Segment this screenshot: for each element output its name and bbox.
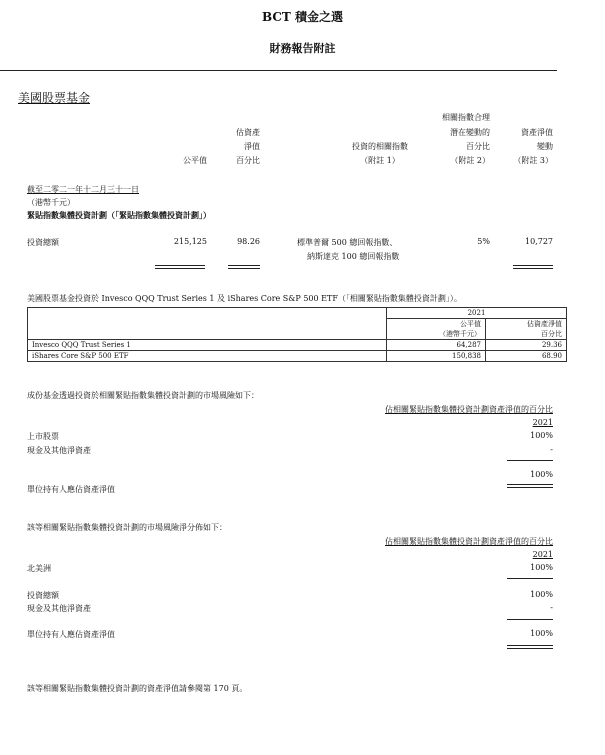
main-row-label: 投資總額 [27, 238, 59, 247]
col-fair-value: 公平值 [183, 156, 207, 165]
col-nav-share-2: 淨值 [244, 142, 260, 151]
col-change-2: 潛在變動的 [450, 128, 490, 137]
report-subtitle: 財務報告附註 [269, 42, 336, 55]
main-row-nav-change: 10,727 [525, 237, 553, 246]
geo-risk-row-value: 100% [530, 590, 553, 599]
market-risk-row-value: - [550, 445, 553, 454]
table-row-fair: 64,287 [387, 340, 486, 351]
table-blank-sub1 [28, 319, 387, 330]
geo-risk-region-line [507, 578, 553, 579]
col-change-4: （附註 2） [450, 156, 490, 165]
table-row-fair: 150,838 [387, 351, 486, 362]
report-title: BCT 積金之選 [261, 10, 344, 24]
table-col-nav-unit: 百分比 [486, 329, 567, 340]
main-row-nav-pct: 98.26 [237, 237, 260, 246]
geo-risk-subtotal-line [507, 619, 553, 620]
market-risk-total-underline [507, 484, 553, 488]
main-row-change: 5% [477, 237, 490, 246]
table-row-name: Invesco QQQ Trust Series 1 [28, 340, 387, 351]
table-row-nav: 29.36 [486, 340, 567, 351]
section-title: 美國股票基金 [18, 91, 91, 105]
col-nav-change-3: （附註 3） [513, 156, 553, 165]
table-row [28, 351, 567, 362]
geo-risk-region-label: 北美洲 [27, 564, 51, 573]
market-risk-row-label: 現金及其他淨資產 [27, 446, 91, 455]
table-row-name: iShares Core S&P 500 ETF [28, 351, 387, 362]
col-nav-share-3: 百分比 [236, 156, 260, 165]
geo-risk-row-label: 投資總額 [27, 591, 59, 600]
col-nav-change-2: 變動 [537, 142, 553, 151]
table-row [28, 340, 567, 351]
table-col-fair-unit: （港幣千元） [387, 329, 486, 340]
market-risk-total-label: 單位持有人應佔資產淨值 [27, 485, 115, 494]
invest-intro: 美國股票基金投資於 Invesco QQQ Trust Series 1 及 iShares Core S&P 500 ETF（「相關緊貼指數集體投資計劃」）。 [27, 294, 462, 303]
scheme-heading: 緊貼指數集體投資計劃（「緊貼指數集體投資計劃」） [27, 210, 211, 220]
geo-risk-row-value: - [550, 603, 553, 612]
geo-risk-heading: 佔相關緊貼指數集體投資計劃資產淨值的百分比 [385, 537, 553, 546]
col-index-2: （附註 1） [360, 156, 400, 165]
main-row-index-1: 標準普爾 500 總回報指數、 [297, 238, 398, 247]
market-risk-year: 2021 [532, 418, 553, 427]
period-date: 截至二零二一年十二月三十一日 [27, 185, 139, 194]
col-nav-share-1: 估資產 [236, 128, 260, 137]
market-risk-heading: 佔相關緊貼指數集體投資計劃資產淨值的百分比 [385, 405, 553, 414]
geo-risk-total: 100% [530, 629, 553, 638]
col-change-3: 百分比 [466, 142, 490, 151]
market-risk-row-label: 上市股票 [27, 432, 59, 441]
geo-risk-intro: 該等相關緊貼指數集體投資計劃的市場風險淨分佈如下： [27, 523, 227, 532]
header-divider [0, 70, 557, 71]
market-risk-subtotal-line [507, 460, 553, 461]
table-blank-head [28, 308, 387, 319]
table-blank-sub2 [28, 329, 387, 340]
geo-risk-row-label: 現金及其他淨資產 [27, 604, 91, 613]
total-underline-nav [228, 265, 260, 269]
geo-risk-total-label: 單位持有人應佔資產淨值 [27, 630, 115, 639]
market-risk-row-value: 100% [530, 431, 553, 440]
table-col-nav: 佔資產淨值 [486, 319, 567, 330]
table-row-nav: 68.90 [486, 351, 567, 362]
market-risk-total: 100% [530, 470, 553, 479]
table-col-fair: 公平值 [387, 319, 486, 330]
geo-risk-total-underline [507, 645, 553, 649]
market-risk-intro: 成份基金透過投資於相關緊貼指數集體投資計劃的市場風險如下： [27, 391, 259, 400]
table-year: 2021 [387, 308, 567, 319]
main-row-index-2: 納斯達克 100 總回報指數 [307, 252, 400, 261]
total-underline-navchange [513, 265, 553, 269]
col-change-1: 相關指數合理 [442, 113, 490, 122]
main-row-fair-value: 215,125 [173, 237, 207, 246]
col-index-1: 投資的相關指數 [352, 142, 408, 151]
footer-note: 該等相關緊貼指數集體投資計劃的資產淨值請參閱第 170 頁。 [27, 684, 248, 693]
geo-risk-year: 2021 [532, 550, 553, 559]
invest-table [27, 307, 567, 362]
period-unit: （港幣千元） [27, 198, 75, 207]
col-nav-change-1: 資產淨值 [521, 128, 553, 137]
total-underline-fair [155, 265, 205, 269]
geo-risk-region-value: 100% [530, 563, 553, 572]
